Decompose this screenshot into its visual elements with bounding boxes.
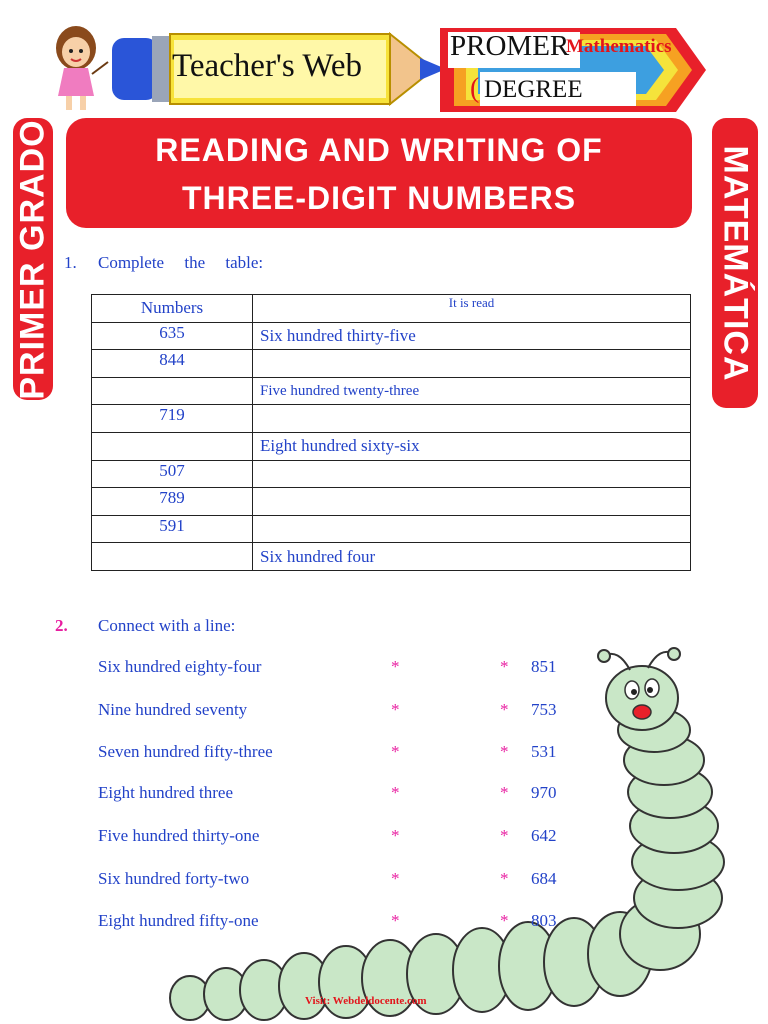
match-word: Seven hundred fifty-three	[98, 742, 273, 761]
match-row	[98, 742, 578, 766]
right-banner-text: MATEMÁTICA	[716, 145, 755, 381]
match-left-dot[interactable]: *	[391, 826, 400, 845]
match-right-dot[interactable]: *	[500, 826, 509, 845]
number-cell[interactable]: 591	[92, 515, 253, 543]
table-row	[92, 377, 691, 405]
match-number: 684	[531, 869, 557, 888]
table-row	[92, 432, 691, 460]
match-number: 851	[531, 657, 557, 676]
match-row	[98, 700, 578, 724]
table-row	[92, 488, 691, 516]
match-left-dot[interactable]: *	[391, 911, 400, 930]
read-cell[interactable]	[253, 515, 691, 543]
match-right-dot[interactable]: *	[500, 911, 509, 930]
match-right-dot[interactable]: *	[500, 700, 509, 719]
table-row	[92, 543, 691, 571]
exercise-1-instruction: Complete the table:	[98, 253, 264, 272]
match-left-dot[interactable]: *	[391, 657, 400, 676]
match-number: 642	[531, 826, 557, 845]
badge-paren: (	[470, 73, 480, 104]
match-number: 803	[531, 911, 557, 930]
number-cell[interactable]: 507	[92, 460, 253, 488]
number-cell[interactable]: 635	[92, 322, 253, 350]
match-right-dot[interactable]: *	[500, 783, 509, 802]
left-banner-text: PRIMER GRADO	[13, 118, 52, 400]
exercise-2-instruction: Connect with a line:	[98, 616, 236, 635]
match-left-dot[interactable]: *	[391, 742, 400, 761]
match-word: Five hundred thirty-one	[98, 826, 260, 845]
number-cell[interactable]	[92, 377, 253, 405]
read-cell[interactable]: Five hundred twenty-three	[253, 377, 691, 405]
match-right-dot[interactable]: *	[500, 657, 509, 676]
title-banner	[66, 118, 692, 228]
match-number: 531	[531, 742, 557, 761]
match-word: Eight hundred fifty-one	[98, 911, 259, 930]
number-cell[interactable]	[92, 432, 253, 460]
table-header-row	[92, 295, 691, 323]
number-cell[interactable]: 719	[92, 405, 253, 433]
badge-subject: Mathematics	[566, 36, 672, 57]
teacher-girl-illustration	[42, 22, 110, 114]
right-side-banner	[712, 118, 758, 408]
badge-title: PROMER	[450, 30, 570, 62]
read-cell[interactable]	[253, 488, 691, 516]
match-left-dot[interactable]: *	[391, 783, 400, 802]
read-cell[interactable]	[253, 350, 691, 378]
brand-name: Teacher's Web	[172, 48, 363, 84]
number-cell[interactable]: 789	[92, 488, 253, 516]
match-word: Six hundred forty-two	[98, 869, 250, 888]
visit-footer-link[interactable]: Visit: Webdeldocente.com	[305, 995, 427, 1007]
match-right-dot[interactable]: *	[500, 869, 509, 888]
table-row	[92, 460, 691, 488]
header-it-is-read: It is read	[253, 295, 691, 323]
exercise-2-number: 2.	[55, 616, 68, 635]
title-line-1: READING AND WRITING OF	[155, 132, 603, 168]
match-word: Eight hundred three	[98, 783, 234, 802]
read-cell[interactable]: Six hundred four	[253, 543, 691, 571]
match-right-dot[interactable]: *	[500, 742, 509, 761]
match-row	[98, 869, 578, 893]
title-line-2: THREE-DIGIT NUMBERS	[181, 180, 577, 216]
table-row	[92, 322, 691, 350]
match-row	[98, 911, 578, 935]
number-cell[interactable]	[92, 543, 253, 571]
match-word: Six hundred eighty-four	[98, 657, 262, 676]
table-row	[92, 405, 691, 433]
header-numbers: Numbers	[92, 295, 253, 323]
read-cell[interactable]	[253, 405, 691, 433]
exercise-1-number: 1.	[64, 253, 77, 272]
read-cell[interactable]: Six hundred thirty-five	[253, 322, 691, 350]
numbers-table	[91, 294, 691, 571]
table-row	[92, 350, 691, 378]
match-number: 753	[531, 700, 557, 719]
match-word: Nine hundred seventy	[98, 700, 248, 719]
match-left-dot[interactable]: *	[391, 869, 400, 888]
match-row	[98, 657, 578, 681]
match-row	[98, 826, 578, 850]
read-cell[interactable]	[253, 460, 691, 488]
match-row	[98, 783, 578, 807]
match-left-dot[interactable]: *	[391, 700, 400, 719]
badge-degree: DEGREE	[484, 76, 583, 103]
table-row	[92, 515, 691, 543]
left-side-banner	[13, 118, 53, 400]
number-cell[interactable]: 844	[92, 350, 253, 378]
match-number: 970	[531, 783, 557, 802]
read-cell[interactable]: Eight hundred sixty-six	[253, 432, 691, 460]
